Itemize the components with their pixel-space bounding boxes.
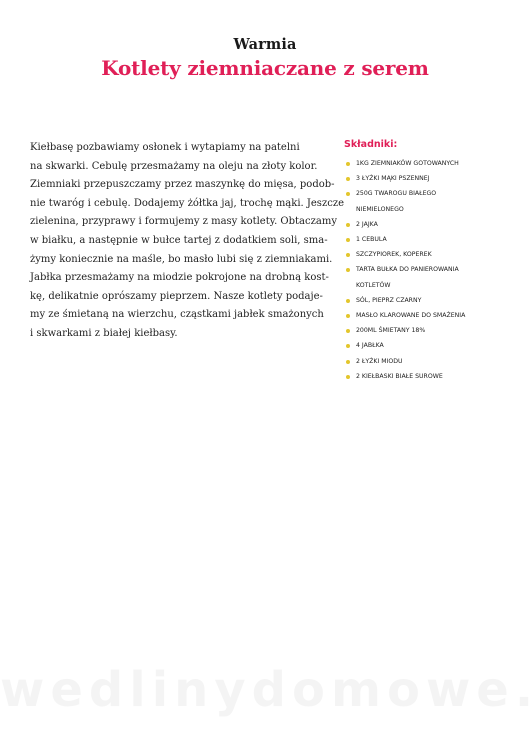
ingredient-item: 2 JAJKA: [344, 217, 524, 232]
bullet-icon: [346, 329, 350, 333]
instruction-line: Kiełbasę pozbawiamy osłonek i wytapiamy na patelni: [30, 142, 300, 153]
bullet-icon: [346, 360, 350, 364]
ingredient-item: 3 ŁYŻKI MĄKI PSZENNEJ: [344, 171, 524, 186]
ingredient-item: 2 ŁYŻKI MIODU: [344, 354, 524, 369]
bullet-icon: [346, 177, 350, 181]
ingredient-item: 2 KIEŁBASKI BIAŁE SUROWE: [344, 369, 524, 384]
ingredient-item: 4 JABŁKA: [344, 338, 524, 353]
instruction-line: i skwarkami z białej kiełbasy.: [30, 327, 178, 339]
instruction-line: kę, delikatnie oprószamy pieprzem. Nasze kotlety podaje-: [30, 290, 323, 302]
ingredients-heading: Składniki:: [344, 139, 398, 150]
instruction-line: Jabłka przesmażamy na miodzie pokrojone na drobną kost-: [30, 272, 329, 284]
site-watermark: [0, 662, 530, 718]
ingredient-item: 1 CEBULA: [344, 232, 524, 247]
ingredient-item: TARTA BUŁKA DO PANIEROWANIA: [344, 262, 524, 277]
bullet-icon: [346, 344, 350, 348]
bullet-icon: [346, 238, 350, 242]
bullet-icon: [346, 375, 350, 379]
bullet-icon: [346, 268, 350, 272]
ingredient-item: 250G TWAROGU BIAŁEGO: [344, 186, 524, 201]
instruction-line: w białku, a następnie w bułce tartej z dodatkiem soli, sma-: [30, 234, 328, 246]
bullet-icon: [346, 192, 350, 196]
bullet-icon: [346, 162, 350, 166]
recipe-instructions: [30, 139, 344, 344]
instruction-line: na skwarki. Cebulę przesmażamy na oleju na złoty kolor.: [30, 160, 318, 172]
instruction-line: my ze śmietaną na wierzchu, cząstkami jabłek smażonych: [30, 309, 324, 321]
instruction-line: nie twaróg i cebulę. Dodajemy żółtka jaj, trochę mąki. Jeszcze: [30, 197, 344, 209]
bullet-icon: [346, 253, 350, 257]
bullet-icon: [346, 299, 350, 303]
instruction-line: zielenina, przyprawy i formujemy z masy kotlety. Obtaczamy: [30, 216, 337, 228]
instruction-line: Ziemniaki przepuszczamy przez maszynkę do mięsa, podob-: [30, 179, 335, 191]
ingredient-item: SÓL, PIEPRZ CZARNY: [344, 293, 524, 308]
instruction-line: żymy koniecznie na maśle, bo masło lubi się z ziemniakami.: [30, 253, 333, 265]
bullet-icon: [346, 223, 350, 227]
ingredients-list: [344, 156, 524, 384]
region-label: Warmia: [233, 36, 297, 53]
ingredient-item: MASŁO KLAROWANE DO SMAŻENIA: [344, 308, 524, 323]
bullet-icon: [346, 314, 350, 318]
ingredient-item-continuation: NIEMIELONEGO: [356, 205, 404, 213]
ingredient-item: SZCZYPIOREK, KOPEREK: [344, 247, 524, 262]
ingredient-item-continuation: KOTLETÓW: [356, 281, 391, 289]
ingredient-item: 1KG ZIEMNIAKÓW GOTOWANYCH: [344, 156, 524, 171]
recipe-title: Kotlety ziemniaczane z serem: [101, 56, 429, 80]
ingredient-item: 200ML ŚMIETANY 18%: [344, 323, 524, 338]
